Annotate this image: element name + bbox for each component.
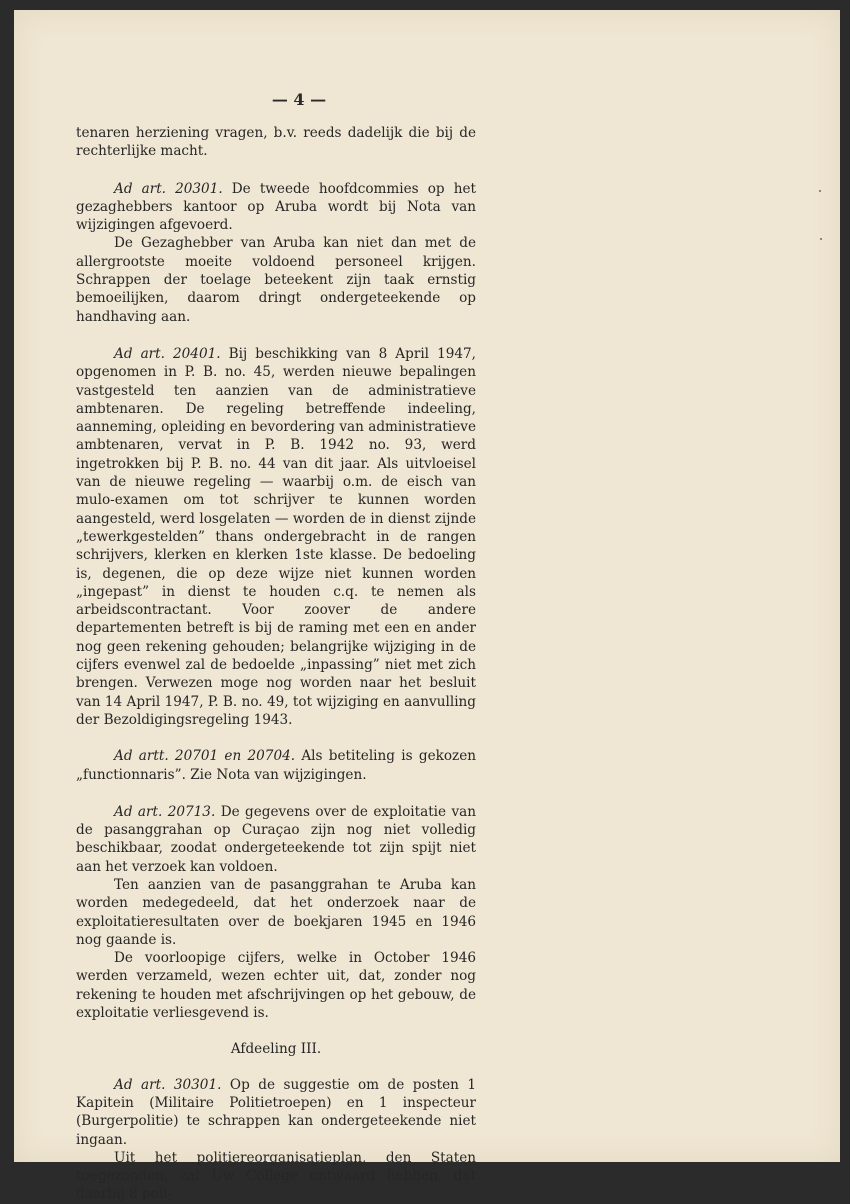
paragraph: tenaren herziening vragen, b.v. reeds dadelijk die bij de rechterlijke macht. <box>76 125 476 160</box>
paragraph: De voorloopige cijfers, welke in October 1946 werden verzameld, wezen echter uit, dat, zonder nog rekening te houden met afschrijvingen op het gebouw, de exploitatie verliesgevend is. <box>76 950 476 1022</box>
paragraph-text: Als betiteling is gekozen „functionnaris”. Zie Nota van wijzigingen. <box>76 748 476 783</box>
paragraph <box>76 803 476 876</box>
paragraph-text: De tweede hoofdcommies op het gezaghebbers kantoor op Aruba wordt bij Nota van wijzigingen afgevoerd. <box>76 180 476 234</box>
article-reference: Ad artt. 20701 en 20704. <box>114 748 296 765</box>
paragraph <box>76 180 476 235</box>
article-reference: Ad art. 20401. <box>114 345 221 362</box>
paragraph <box>76 747 476 784</box>
paper-speck <box>820 238 822 240</box>
section-heading: Afdeeling III. <box>230 1041 322 1058</box>
paragraph: Ten aanzien van de pasanggrahan te Aruba kan worden medegedeeld, dat het onderzoek naar de exploitatieresultaten over de boekjaren 1945 en 1946 nog gaande is. <box>76 876 476 948</box>
article-reference: Ad art. 30301. <box>114 1076 222 1093</box>
article-reference: Ad art. 20713. <box>114 803 216 820</box>
paragraph <box>76 1076 476 1149</box>
paper-speck <box>819 190 821 192</box>
document-body <box>76 124 476 1204</box>
page-number: — 4 — <box>271 90 327 109</box>
paragraph-text: Bij beschikking van 8 April 1947, opgenomen in P. B. no. 45, werden nieuwe bepalingen vastgesteld ten aanzien van de administratieve ambtenaren. De regeling betreffende indeeling, aanneming, opleiding en bevordering van administratieve ambtenaren, vervat in P. B. 1942 no. 93, werd ingetrokken bij P. B. no. 44 van dit jaar. Als uitvloeisel van de nieuwe regeling — waarbij o.m. de eisch van mulo-examen om tot schrijver te kunnen worden aangesteld, werd losgelaten — worden de in dienst zijnde „tewerkgestelden” thans ondergebracht in de rangen schrijvers, klerken en klerken 1ste klasse. De bedoeling is, degenen, die op deze wijze niet kunnen worden „ingepast” in dienst te houden c.q. te nemen als arbeidscontractant. Voor zoover de andere departementen betreft is bij de raming met een en ander nog geen rekening gehouden; belangrijke wijziging in de cijfers evenwel zal de bedoelde „inpassing” niet met zich brengen. Verwezen moge nog worden naar het besluit van 14 April 1947, P. B. no. 49, tot wijziging en aanvulling der Bezoldigingsregeling 1943. <box>76 345 476 728</box>
paragraph: Uit het politiereorganisatieplan, den Staten toegezonden, zal Uw College ontwaard hebben, dat daarbij 8 poli- <box>76 1149 476 1203</box>
article-reference: Ad art. 20301. <box>114 180 223 197</box>
paragraph-text: De gegevens over de exploitatie van de pasanggrahan op Curaçao zijn nog niet volledig beschikbaar, zoodat ondergeteekende tot zijn spijt niet aan het verzoek kan voldoen. <box>76 803 476 875</box>
paragraph <box>76 345 476 729</box>
document-page <box>14 10 840 1203</box>
paragraph: De Gezaghebber van Aruba kan niet dan met de allergrootste moeite voldoend personeel krijgen. Schrappen der toelage beteekent zijn taak ernstig bemoeilijken, daarom dringt ondergeteekende op handhaving aan. <box>76 235 476 325</box>
paragraph-text: Op de suggestie om de posten 1 Kapitein (Militaire Politietroepen) en 1 inspecteur (Burgerpolitie) te schrappen kan ondergeteekende niet ingaan. <box>76 1076 476 1148</box>
